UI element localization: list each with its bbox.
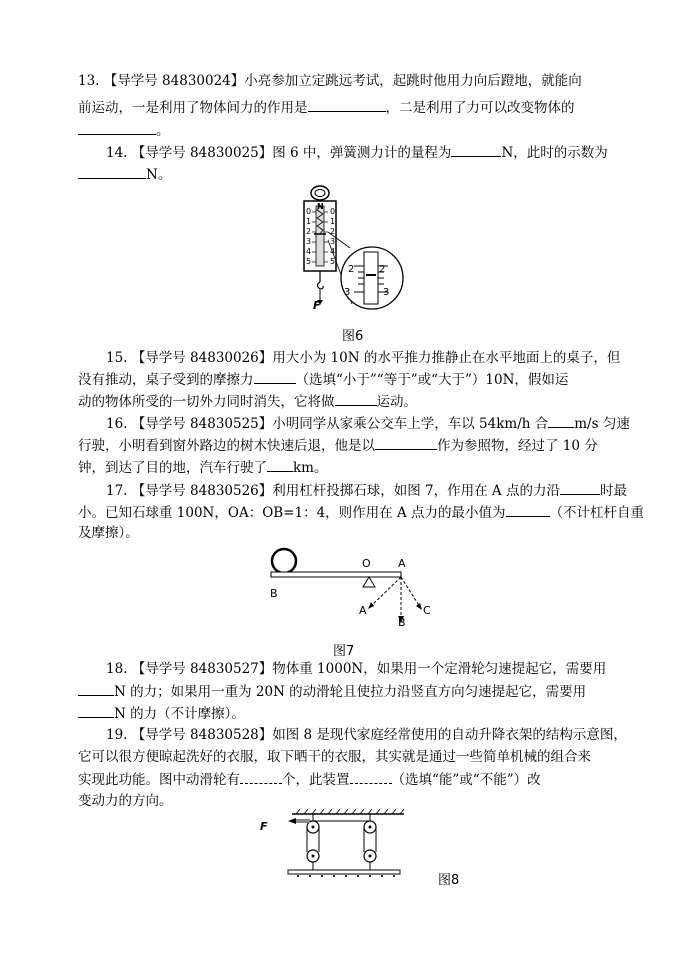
- fig8-force-label: F: [260, 820, 268, 833]
- q15-line-3: 动的物体所受的一切外力同时消失，它将做 运动。: [78, 394, 417, 410]
- answer-blank[interactable]: [560, 481, 600, 495]
- q19-line-1: 19. 【导学号 84830528】如图 8 是现代家庭经常使用的自动升降衣架的结构示意图，: [106, 727, 627, 743]
- q19-line-4: 变动力的方向。: [78, 793, 173, 809]
- q13-text: 13. 【导学号 84830024】小亮参加立定跳远考试，起跳时他用力向后蹬地，就能向: [78, 73, 582, 89]
- answer-blank[interactable]: [78, 121, 156, 135]
- answer-blank[interactable]: [78, 165, 146, 179]
- q19-line-2: 它可以很方便晾起洗好的衣服，取下晒干的衣服，其实就是通过一些简单机械的组合来: [78, 749, 591, 765]
- scale-top-letter: N: [317, 202, 324, 211]
- answer-blank[interactable]: [548, 414, 574, 428]
- arrow-label-b: B: [398, 616, 406, 629]
- figure-6-caption: 图6: [342, 329, 364, 344]
- figure-7-lever: [268, 545, 448, 635]
- answer-blank[interactable]: [506, 503, 550, 517]
- worksheet-page: 13. 【导学号 84830024】小亮参加立定跳远考试，起跳时他用力向后蹬地，就能向 前运动，一是利用了物体间力的作用是 ，二是利用了力可以改变物体的 。 14. 【导学号 84830025】图 6 中，弹簧测力计的量程为 N，此时的示数为 N。 N 0 1 2 3 4 5 0 1 2 3 4 5 F 2 3 2 3 图6 15. 【导学号 84830026】用大小为 10N 的水平推力推静止在水平地面上的桌子，但 没有推动，桌子受到的摩擦力 （选填“小于”“等于”或“大于”）10N，假如运 动的物体所受的一切外力同时消失，它将做 运动。 16. 【导学号 84830525】小明同学从家乘公交车上学，车以 54km/h 合 m/s 匀速 行驶，小明看到窗外路边的树木快速后退，他是以 作为参照物，经过了 10 分 钟，到达了目的地，汽车行驶了 km。 17. 【导学号 84830526】利用杠杆投掷石球，如图 7，作用在 A 点的力沿 时最 小。已知石球重 100N，OA：OB=1：4，则作用在 A 点力的最小值为 （不计杠杆自重 及摩擦）。 O A B A B C 图7 18. 【导学号 84830527】物体重 1000N，如果用一个定滑轮匀速提起它，需要用 N 的力；如果用一重为 20N 的动滑轮且使拉力沿竖直方向匀速提起它，需要用 N 的力（不计摩擦）。 19. 【导学号 84830528】如图 8 是现代家庭经常使用的自动升降衣架的结构示意图， 它可以很方便晾起洗好的衣服，取下晒干的衣服，其实就是通过一些简单机械的组合来 实现此功能。图中动滑轮有 个，此装置 （选填“能”或“不能”）改 变动力的方向。 F 图8: [78, 73, 644, 888]
- answer-blank[interactable]: [78, 682, 114, 696]
- answer-blank[interactable]: [254, 370, 296, 384]
- q16-line-2: 行驶，小明看到窗外路边的树木快速后退，他是以 作为参照物，经过了 10 分: [78, 438, 598, 454]
- figure-8-caption: 图8: [438, 873, 460, 888]
- answer-blank[interactable]: [375, 436, 437, 450]
- answer-blank[interactable]: [335, 392, 377, 406]
- q16-line-3: 钟，到达了目的地，汽车行驶了 km。: [78, 460, 328, 476]
- q17-line-3: 及摩擦）。: [78, 525, 139, 541]
- zoom-right-2: 2: [379, 264, 386, 275]
- q18-line-2: N 的力；如果用一重为 20N 的动滑轮且使拉力沿竖直方向匀速提起它，需要用: [78, 682, 586, 701]
- answer-blank[interactable]: [350, 770, 392, 784]
- q17-line-2: 小。已知石球重 100N，OA：OB=1：4，则作用在 A 点力的最小值为 （不计杠杆自重: [78, 505, 644, 521]
- q13-line-1: [78, 72, 582, 90]
- zoom-left-2: 2: [348, 264, 355, 275]
- label-b: B: [270, 587, 278, 600]
- q14-line-1: 14. 【导学号 84830025】图 6 中，弹簧测力计的量程为 N，此时的示数为: [106, 145, 608, 161]
- q18-line-3: N 的力（不计摩擦）。: [78, 704, 245, 723]
- q15-line-1: 15. 【导学号 84830026】用大小为 10N 的水平推力推静止在水平地面上的桌子，但: [106, 350, 621, 366]
- q13-line-3: 。: [78, 121, 170, 140]
- answer-blank[interactable]: [451, 143, 501, 157]
- label-o: O: [362, 557, 371, 570]
- q17-line-1: 17. 【导学号 84830526】利用杠杆投掷石球，如图 7，作用在 A 点的力沿 时最: [106, 483, 627, 499]
- q14-line-2: N。: [78, 165, 171, 184]
- arrow-label-a: A: [359, 604, 367, 617]
- answer-blank[interactable]: [308, 98, 386, 112]
- q16-line-1: 16. 【导学号 84830525】小明同学从家乘公交车上学，车以 54km/h 合 m/s 匀速: [106, 416, 630, 432]
- force-label-f: F: [313, 299, 321, 312]
- zoom-left-3: 3: [344, 287, 351, 298]
- figure-7-caption: 图7: [333, 644, 355, 659]
- q18-line-1: 18. 【导学号 84830527】物体重 1000N，如果用一个定滑轮匀速提起它，需要用: [106, 661, 607, 677]
- answer-blank[interactable]: [267, 458, 293, 472]
- arrow-label-c: C: [423, 604, 431, 617]
- figure-8-pulley-rack: [258, 808, 408, 883]
- answer-blank[interactable]: [240, 770, 282, 784]
- answer-blank[interactable]: [78, 704, 114, 718]
- q15-line-2: 没有推动，桌子受到的摩擦力 （选填“小于”“等于”或“大于”）10N，假如运: [78, 372, 569, 388]
- q13-line-2: 前运动，一是利用了物体间力的作用是 ，二是利用了力可以改变物体的: [78, 100, 575, 116]
- label-a: A: [398, 557, 406, 570]
- zoom-right-3: 3: [383, 287, 390, 298]
- q19-line-3: 实现此功能。图中动滑轮有 个，此装置 （选填“能”或“不能”）改: [78, 772, 541, 788]
